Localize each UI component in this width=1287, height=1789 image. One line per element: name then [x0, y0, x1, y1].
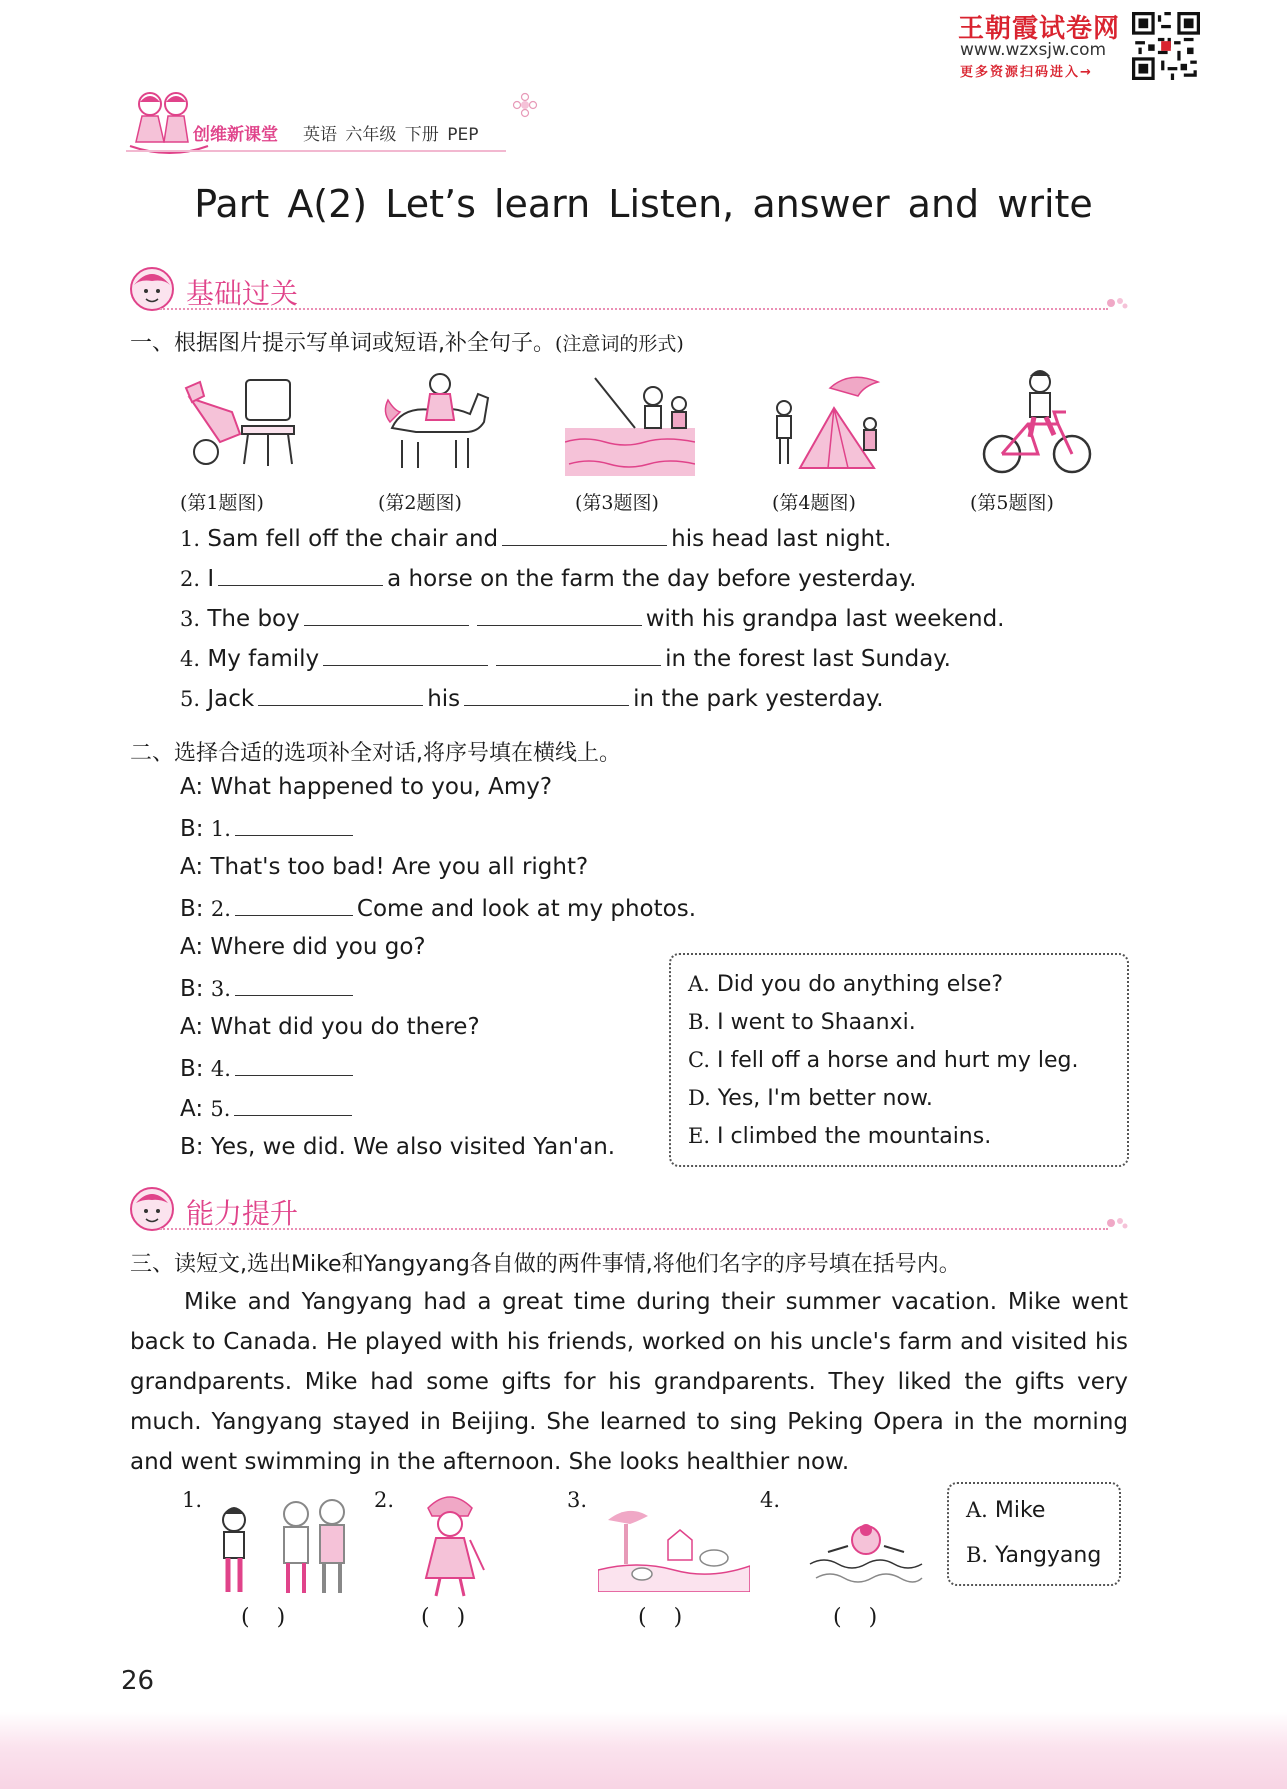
option-e [688, 1124, 991, 1149]
answer-blank[interactable] [258, 684, 423, 706]
pic-number-4: 4. [760, 1488, 781, 1512]
dialogue-text: Where did you go? [210, 934, 426, 960]
option-a [688, 972, 1003, 997]
option-text: Mike [994, 1498, 1046, 1523]
item-number: 5. [210, 1097, 231, 1121]
brand-name: 创维新课堂 [193, 125, 278, 145]
q1-note: (注意词的形式) [555, 333, 684, 355]
item-number: 1. [210, 817, 231, 841]
sentence-part: The boy [207, 606, 300, 632]
answer-paren-3[interactable]: ( ) [638, 1605, 683, 1630]
sentence-part: My family [207, 646, 320, 672]
bike-riding-picture [972, 368, 1102, 478]
option-letter: B. [966, 1543, 989, 1567]
q1-item-3 [180, 604, 1004, 632]
visiting-grandparents-picture [206, 1490, 356, 1600]
item-number: 5. [180, 687, 201, 711]
pic-number-2: 2. [374, 1488, 395, 1512]
dialogue-line-9 [180, 1094, 356, 1122]
item-number: 4. [180, 647, 201, 671]
answer-blank[interactable] [464, 684, 629, 706]
section-divider [160, 1228, 1108, 1230]
watermark-site-name: 王朝霞试卷网 [958, 14, 1121, 44]
caption-pic-3: (第3题图) [575, 492, 659, 514]
dialogue-line-6 [180, 974, 357, 1002]
option-letter: E. [688, 1124, 711, 1148]
answer-blank[interactable] [235, 1054, 353, 1076]
option-text: Did you do anything else? [716, 972, 1004, 997]
q1-item-4 [180, 644, 951, 672]
q1-heading [130, 326, 684, 357]
q1-item-5 [180, 684, 884, 712]
horse-riding-picture [372, 368, 502, 478]
option-c [688, 1048, 1079, 1073]
answer-blank[interactable] [235, 974, 353, 996]
option-letter: A. [688, 972, 710, 996]
speaker-label: B: [180, 1056, 204, 1082]
dialogue-line-1 [180, 774, 552, 800]
dialogue-text: Come and look at my photos. [356, 896, 697, 922]
answer-blank[interactable] [235, 894, 353, 916]
speaker-label: A: [180, 854, 204, 880]
q1-item-2 [180, 564, 916, 592]
answer-blank[interactable] [496, 644, 661, 666]
section-title-basic: 基础过关 [186, 277, 299, 310]
answer-blank[interactable] [323, 644, 488, 666]
dialogue-line-5 [180, 934, 426, 960]
dots-decoration-icon [1106, 1216, 1128, 1230]
speaker-label: B: [180, 816, 204, 842]
option-text: Yangyang [995, 1543, 1102, 1568]
speaker-label: B: [180, 976, 204, 1002]
speaker-label: A: [180, 774, 204, 800]
sentence-part: in the forest last Sunday. [665, 646, 951, 672]
item-number: 3. [210, 977, 231, 1001]
farm-picture [598, 1500, 750, 1592]
sentence-part: I [207, 566, 215, 592]
caption-pic-4: (第4题图) [772, 492, 856, 514]
header-divider [126, 150, 506, 152]
sentence-part: his [427, 686, 461, 712]
flower-decoration-icon [512, 92, 538, 118]
answer-blank[interactable] [235, 814, 353, 836]
option-text: Yes, I'm better now. [717, 1086, 933, 1111]
dialogue-line-7 [180, 1014, 480, 1040]
qr-code-icon [1132, 12, 1200, 80]
sentence-part: a horse on the farm the day before yesterday. [387, 566, 917, 592]
caption-pic-5: (第5题图) [970, 492, 1054, 514]
item-number: 3. [180, 607, 201, 631]
q2-heading: 二、选择合适的选项补全对话,将序号填在横线上。 [130, 741, 621, 766]
q3-heading: 三、读短文,选出Mike和Yangyang各自做的两件事情,将他们名字的序号填在括号内。 [130, 1252, 961, 1277]
option-text: I went to Shaanxi. [717, 1010, 916, 1035]
sentence-part: his head last night. [671, 526, 892, 552]
speaker-label: A: [180, 1014, 204, 1040]
option-text: I climbed the mountains. [717, 1124, 992, 1149]
subject-label: 英语 六年级 下册 PEP [303, 125, 479, 145]
boy-face-icon [128, 1185, 176, 1233]
footer-band [0, 1712, 1287, 1789]
answer-paren-4[interactable]: ( ) [833, 1605, 878, 1630]
pic-number-3: 3. [567, 1488, 588, 1512]
option-text: I fell off a horse and hurt my leg. [717, 1048, 1079, 1073]
name-option-b [966, 1543, 1101, 1568]
speaker-label: A: [180, 1096, 204, 1122]
dialogue-line-8 [180, 1054, 357, 1082]
fallen-chair-picture [176, 368, 306, 478]
page-number: 26 [121, 1666, 155, 1696]
watermark-url: www.wzxsjw.com [960, 40, 1107, 60]
answer-blank[interactable] [234, 1094, 352, 1116]
page-title: Part A(2) Let’s learn Listen, answer and write [194, 182, 1093, 226]
camping-tent-picture [760, 368, 890, 478]
answer-blank[interactable] [502, 524, 667, 546]
caption-pic-1: (第1题图) [180, 492, 264, 514]
section-title-advanced: 能力提升 [186, 1197, 299, 1230]
sentence-part: in the park yesterday. [633, 686, 884, 712]
dialogue-text: What happened to you, Amy? [210, 774, 553, 800]
dialogue-line-4 [180, 894, 696, 922]
sentence-part: with his grandpa last weekend. [645, 606, 1005, 632]
dialogue-text: Yes, we did. We also visited Yan'an. [210, 1134, 616, 1160]
dialogue-text: That's too bad! Are you all right? [210, 854, 589, 880]
speaker-label: B: [180, 896, 204, 922]
option-b [688, 1010, 916, 1035]
watermark-tagline: 更多资源扫码进入→ [960, 65, 1093, 80]
speaker-label: B: [180, 1134, 204, 1160]
girl-face-icon [128, 265, 176, 313]
item-number: 4. [210, 1057, 231, 1081]
option-letter: B. [688, 1010, 711, 1034]
answer-blank[interactable] [218, 564, 383, 586]
answer-blank[interactable] [477, 604, 642, 626]
sentence-part: Sam fell off the chair and [207, 526, 499, 552]
dots-decoration-icon [1106, 296, 1128, 310]
option-letter: C. [688, 1048, 710, 1072]
answer-paren-2[interactable]: ( ) [421, 1605, 466, 1630]
dialogue-text: What did you do there? [210, 1014, 480, 1040]
item-number: 2. [210, 897, 231, 921]
answer-paren-1[interactable]: ( ) [241, 1605, 286, 1630]
option-d [688, 1086, 933, 1111]
option-letter: D. [688, 1086, 711, 1110]
name-option-a [966, 1498, 1045, 1523]
reading-passage: Mike and Yangyang had a great time during their summer vacation. Mike went back to Canada. He played with his friends, worked on his uncle's farm and visited his grandparents. Mike had some gifts for his grandparents. They liked the gifts very much. Yangyang stayed in Beijing. She learned to sing Peking Opera in the morning and went swimming in the afternoon. She looks healthier now. [130, 1289, 1128, 1475]
dialogue-line-10 [180, 1134, 615, 1160]
option-letter: A. [966, 1498, 988, 1522]
item-number: 2. [180, 567, 201, 591]
speaker-label: A: [180, 934, 204, 960]
fishing-picture [565, 368, 695, 478]
caption-pic-2: (第2题图) [378, 492, 462, 514]
pic-number-1: 1. [182, 1488, 203, 1512]
q1-heading-text: 一、根据图片提示写单词或短语,补全句子。 [130, 331, 555, 356]
swimming-picture [808, 1520, 926, 1590]
peking-opera-picture [410, 1490, 490, 1600]
sentence-part: Jack [207, 686, 255, 712]
dialogue-line-3 [180, 854, 588, 880]
section-divider [160, 308, 1108, 310]
q1-item-1 [180, 524, 891, 552]
dialogue-line-2 [180, 814, 357, 842]
answer-blank[interactable] [304, 604, 469, 626]
item-number: 1. [180, 527, 201, 551]
